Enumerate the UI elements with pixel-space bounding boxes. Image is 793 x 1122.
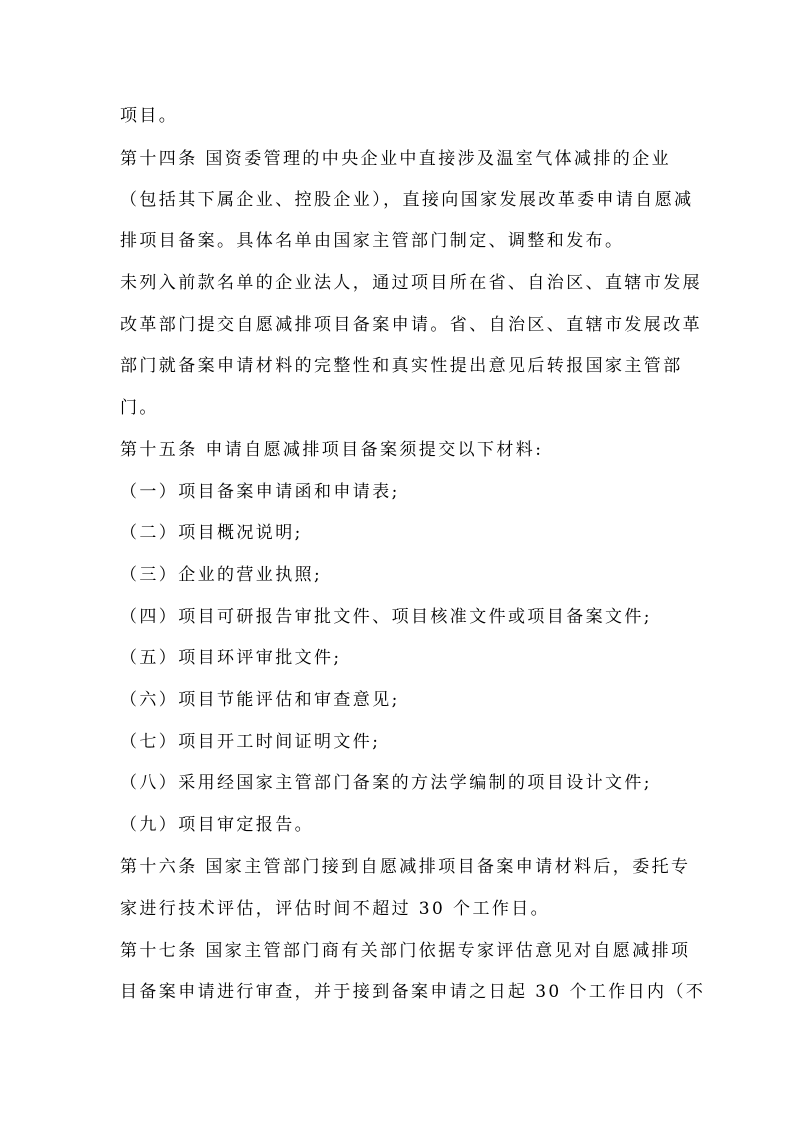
text-line-8: 门。 <box>120 398 159 418</box>
list-item-3: （三）企业的营业执照; <box>120 565 323 585</box>
list-item-1: （一）项目备案申请函和申请表; <box>120 482 400 502</box>
text-line-3: （包括其下属企业、控股企业），直接向国家发展改革委申请自愿减 <box>120 190 694 210</box>
text-line-7: 部门就备案申请材料的完整性和真实性提出意见后转报国家主管部 <box>120 356 683 376</box>
text-line-9: 第十五条 申请自愿减排项目备案须提交以下材料: <box>120 440 544 460</box>
list-item-7: （七）项目开工时间证明文件; <box>120 732 381 752</box>
text-line-6: 改革部门提交自愿减排项目备案申请。省、自治区、直辖市发展改革 <box>120 315 702 335</box>
list-item-9: （九）项目审定报告。 <box>120 815 314 835</box>
text-line-4: 排项目备案。具体名单由国家主管部门制定、调整和发布。 <box>120 231 625 251</box>
text-line-10: 第十六条 国家主管部门接到自愿减排项目备案申请材料后，委托专 <box>120 857 691 877</box>
text-line-5: 未列入前款名单的企业法人，通过项目所在省、自治区、直辖市发展 <box>120 273 702 293</box>
text-line-2: 第十四条 国资委管理的中央企业中直接涉及温室气体减排的企业 <box>120 149 672 169</box>
text-line-12: 第十七条 国家主管部门商有关部门依据专家评估意见对自愿减排项 <box>120 941 691 961</box>
text-line-11: 家进行技术评估，评估时间不超过 30 个工作日。 <box>120 899 551 919</box>
list-item-2: （二）项目概况说明; <box>120 523 303 543</box>
list-item-8: （八）采用经国家主管部门备案的方法学编制的项目设计文件; <box>120 773 652 793</box>
list-item-4: （四）项目可研报告审批文件、项目核准文件或项目备案文件; <box>120 607 652 627</box>
list-item-5: （五）项目环评审批文件; <box>120 648 342 668</box>
list-item-6: （六）项目节能评估和审查意见; <box>120 690 400 710</box>
text-line-13: 目备案申请进行审查，并于接到备案申请之日起 30 个工作日内（不 <box>120 982 706 1002</box>
text-line-1: 项目。 <box>120 106 179 126</box>
